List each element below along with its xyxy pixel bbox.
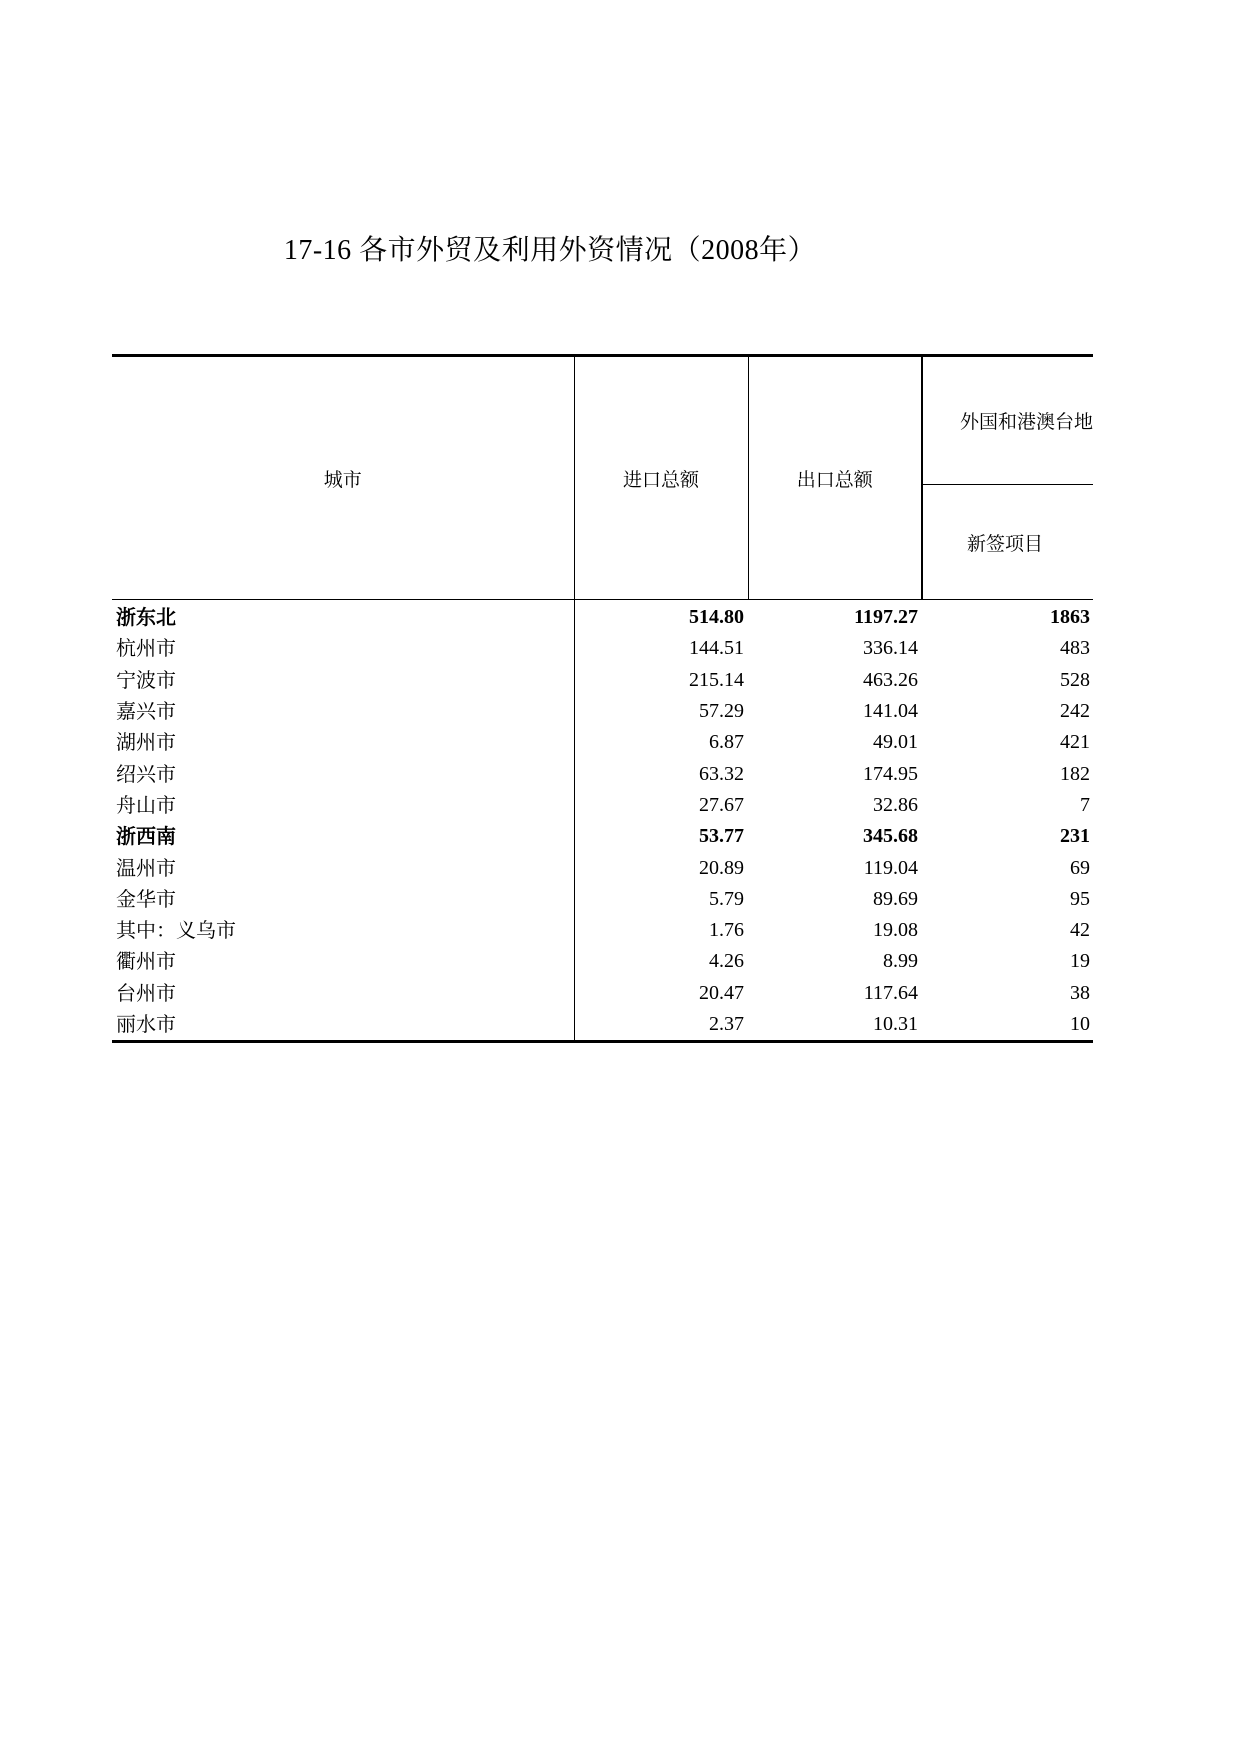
row-export-value: 345.68 (863, 825, 918, 848)
row-import-value: 215.14 (689, 668, 744, 691)
row-city-name: 嘉兴市 (112, 696, 574, 727)
row-new-projects-value: 1863 (1050, 606, 1090, 629)
row-import-value: 27.67 (699, 793, 744, 816)
row-new-projects-value: 182 (1060, 762, 1090, 785)
header-import-total: 进口总额 (574, 356, 748, 600)
row-export-value: 19.08 (873, 919, 918, 942)
row-export-value: 10.31 (748, 1009, 922, 1042)
row-export-value: 49.01 (873, 731, 918, 754)
table-row (112, 946, 1093, 977)
page-title: 17-16 各市外贸及利用外资情况（2008年） (283, 235, 817, 266)
row-city-name: 舟山市 (112, 790, 574, 821)
table-row (112, 727, 1093, 758)
row-import-value: 57.29 (699, 700, 744, 723)
row-export-value: 1197.27 (854, 606, 918, 629)
row-import-value: 20.47 (699, 981, 744, 1004)
table-header (112, 356, 1093, 600)
row-export-value: 336.14 (863, 637, 918, 660)
row-export-value: 141.04 (863, 700, 918, 723)
table-row (112, 821, 1093, 852)
row-new-projects-value: 231 (1060, 825, 1090, 848)
row-import-value: 5.79 (709, 887, 744, 910)
row-new-projects-value: 483 (1060, 637, 1090, 660)
header-city: 城市 (112, 356, 574, 600)
row-import-value: 2.37 (574, 1009, 748, 1042)
table-row (112, 758, 1093, 789)
header-foreign-investment: 外国和港澳台地 (922, 356, 1093, 485)
row-export-value: 463.26 (863, 668, 918, 691)
header-new-projects: 新签项目 (922, 485, 1093, 600)
row-export-value: 117.64 (863, 981, 918, 1004)
row-city-name: 浙西南 (112, 821, 574, 852)
row-export-value: 89.69 (873, 887, 918, 910)
table-row (112, 600, 1093, 634)
row-export-value: 8.99 (883, 950, 918, 973)
row-city-name: 其中：义乌市 (112, 915, 574, 946)
table-row (112, 665, 1093, 696)
row-import-value: 514.80 (689, 606, 744, 629)
row-export-value: 174.95 (863, 762, 918, 785)
row-city-name: 杭州市 (112, 633, 574, 664)
row-new-projects-value: 42 (1070, 919, 1090, 942)
row-new-projects-value: 10 (922, 1009, 1093, 1042)
row-city-name: 台州市 (112, 978, 574, 1009)
row-import-value: 53.77 (699, 825, 744, 848)
row-city-name: 绍兴市 (112, 758, 574, 789)
trade-table-container (112, 354, 1093, 1043)
row-new-projects-value: 69 (1070, 856, 1090, 879)
row-export-value: 119.04 (863, 856, 918, 879)
row-import-value: 6.87 (709, 731, 744, 754)
row-city-name: 丽水市 (112, 1009, 574, 1042)
row-city-name: 金华市 (112, 884, 574, 915)
row-new-projects-value: 7 (1080, 793, 1090, 816)
row-new-projects-value: 242 (1060, 700, 1090, 723)
table-row (112, 978, 1093, 1009)
row-new-projects-value: 38 (1070, 981, 1090, 1004)
row-import-value: 63.32 (699, 762, 744, 785)
table-row (112, 915, 1093, 946)
table-row (112, 852, 1093, 883)
row-export-value: 32.86 (873, 793, 918, 816)
row-new-projects-value: 95 (1070, 887, 1090, 910)
row-city-name: 宁波市 (112, 665, 574, 696)
header-export-total: 出口总额 (748, 356, 922, 600)
row-import-value: 20.89 (699, 856, 744, 879)
table-row (112, 696, 1093, 727)
row-import-value: 1.76 (709, 919, 744, 942)
row-city-name: 湖州市 (112, 727, 574, 758)
trade-table (112, 354, 1093, 1043)
row-city-name: 浙东北 (112, 600, 574, 634)
row-import-value: 4.26 (709, 950, 744, 973)
row-new-projects-value: 19 (1070, 950, 1090, 973)
row-new-projects-value: 528 (1060, 668, 1090, 691)
row-new-projects-value: 421 (1060, 731, 1090, 754)
table-row (112, 884, 1093, 915)
table-row (112, 633, 1093, 664)
row-city-name: 衢州市 (112, 946, 574, 977)
table-row (112, 790, 1093, 821)
table-row (112, 1009, 1093, 1042)
row-import-value: 144.51 (689, 637, 744, 660)
table-body (112, 600, 1093, 1042)
row-city-name: 温州市 (112, 852, 574, 883)
